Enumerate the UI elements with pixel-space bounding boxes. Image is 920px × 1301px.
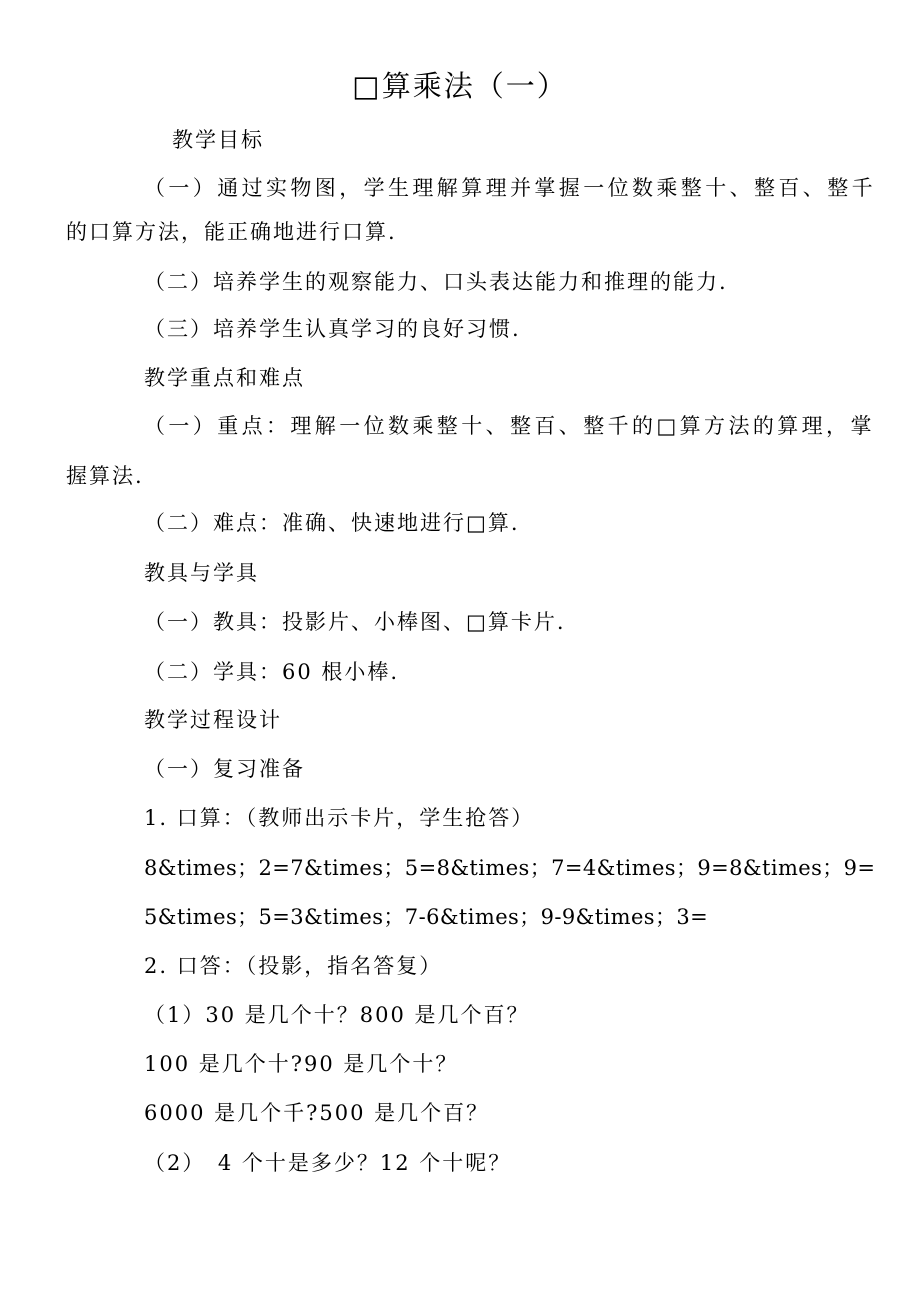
document-title: □算乘法（一） <box>352 69 568 103</box>
question-two: （2） 4 个十是多少？12 个十呢？ <box>144 1151 512 1175</box>
key-point-line2: 握算法. <box>66 464 144 488</box>
goal-two: （二）培养学生的观察能力、口头表达能力和推理的能力. <box>144 270 728 294</box>
student-aids: （二）学具：60 根小棒. <box>144 660 400 684</box>
heading-process-design: 教学过程设计 <box>144 708 282 732</box>
heading-key-points: 教学重点和难点 <box>144 366 305 390</box>
question-one-b: 100 是几个十?90 是几个十？ <box>144 1052 459 1076</box>
oral-answer-instruction: 2. 口答：（投影，指名答复） <box>144 954 443 978</box>
goal-three: （三）培养学生认真学习的良好习惯. <box>144 317 521 341</box>
oral-calc-instruction: 1. 口算：（教师出示卡片，学生抢答） <box>144 806 535 830</box>
difficult-point: （二）难点：准确、快速地进行□算. <box>144 511 520 535</box>
question-one-c: 6000 是几个千?500 是几个百？ <box>144 1101 490 1125</box>
question-one: （1）30 是几个十？800 是几个百？ <box>144 1003 530 1027</box>
review-preparation: （一）复习准备 <box>144 757 305 781</box>
oral-calc-problems-line1: 8&times；2=7&times；5=8&times；7=4&times；9=8&times；9= <box>144 856 876 880</box>
heading-teaching-aids: 教具与学具 <box>144 561 259 585</box>
key-point-line1: （一）重点：理解一位数乘整十、整百、整千的□算方法的算理，掌 <box>144 414 875 438</box>
oral-calc-problems-line2: 5&times；5=3&times；7-6&times；9-9&times；3= <box>144 905 709 929</box>
heading-teaching-goals: 教学目标 <box>172 128 264 152</box>
goal-one-line2: 的口算方法，能正确地进行口算. <box>66 220 397 244</box>
teacher-aids: （一）教具：投影片、小棒图、□算卡片. <box>144 610 566 634</box>
goal-one-line1: （一）通过实物图，学生理解算理并掌握一位数乘整十、整百、整千 <box>144 176 876 200</box>
